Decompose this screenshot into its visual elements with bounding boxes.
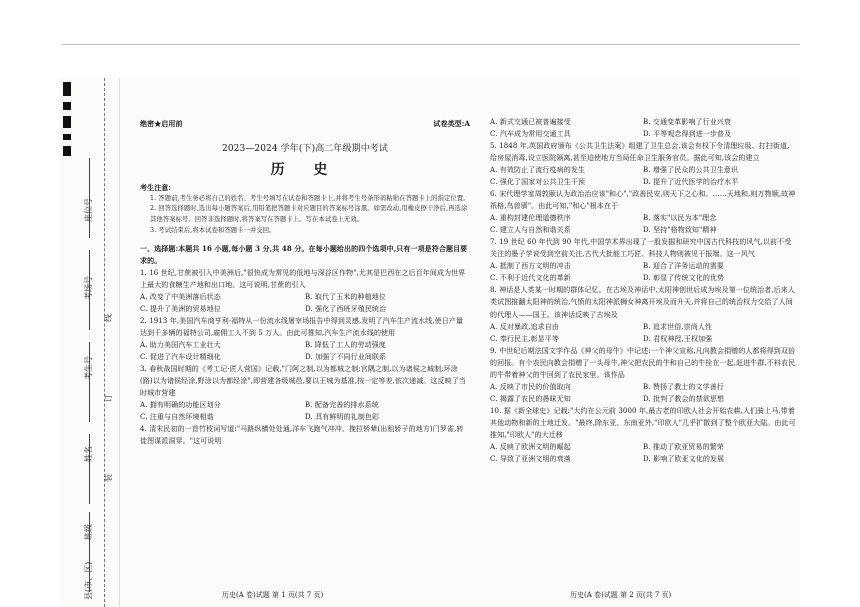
option: C. 强化了国家对公共卫生干预 xyxy=(490,178,586,187)
question-stem: 8. 神话是人类某一时期的群体记忆。在古埃及神话中,太阳神创世后成为埃及第一位统治者,后来人类试图推翻太阳神的统治,气愤的太阳神派狮女神离开埃及而升天,并将自己的统治权力交给了人间的代理人——国王。该神话反映了古埃及 xyxy=(490,286,795,319)
option: A. 反映了欧洲文明的崛起 xyxy=(490,442,571,451)
option: B. 赞扬了教士的文学善行 xyxy=(643,382,724,391)
question-stem: 5. 1848 年,英国政府颁布《公共卫生法案》组建了卫生总会,该会有权下令清理垃圾、打扫街道,给房屋消毒,设立医院隔离,甚至迫使地方当局任命卫生服务官员。据此可知,该会的建立 xyxy=(490,142,790,163)
left-column xyxy=(140,118,470,447)
option: D. 强化了西班牙殖民统治 xyxy=(305,305,387,314)
option: C. 导致了亚洲文明的衰落 xyxy=(490,454,571,463)
option: C. 不利于近代文化的革新 xyxy=(490,274,571,283)
top-rule xyxy=(62,44,800,45)
student-no-label: 考生号 xyxy=(84,356,93,380)
option: C. 奉行民主,彰显平等 xyxy=(490,334,559,343)
marker-bar xyxy=(63,82,71,96)
option: D. 具有鲜明的礼制色彩 xyxy=(305,413,380,422)
note-item: 2. 回答选择题时,选出每小题答案后,用铅笔把答题卡对应题目的答案标号涂黑。如需改动,用橡皮擦干净后,再选涂其他答案标号。回答非选择题时,将答案写在答题卡上。写在本试卷上无效。 xyxy=(150,205,468,224)
option: D. 提升了近代医学的治疗水平 xyxy=(643,178,739,187)
option: A. 拥有明确的功能区划分 xyxy=(140,401,221,410)
option: C. 汽车成为常用交通工具 xyxy=(490,130,571,139)
section-heading: 一、选择题:本题共 16 小题,每小题 3 分,共 48 分。在每小题给出的四个选项中,只有一项是符合题目要求的。 xyxy=(140,243,468,265)
option: C. 促进了汽车设计精细化 xyxy=(140,353,221,362)
option: C. 注重与自然环境相谐 xyxy=(140,413,214,422)
marker-bar xyxy=(63,146,71,156)
binding-cut-line xyxy=(104,78,105,607)
option: D. 平等观念得到进一步普及 xyxy=(643,130,732,139)
subject-title: 历 史 xyxy=(270,161,340,178)
fill-line xyxy=(89,342,90,422)
question-stem: 9. 中世纪后期法国文学作品《神父的母牛》中记述:一个神父宣称,凡向教会捐赠的人都将得到双倍的回报。有个农民向教会捐赠了一头母牛,神父把农民的牛和自己的牛拴在一起,赶进牛群,不料农民的牛带着神父的牛回到了农民家里。该作品 xyxy=(490,346,796,379)
question-stem: 3. 春秋战国时期的《考工记·匠人营国》记载,"门阿之制,以为都城之制;宫隅之制,以为诸侯之城制;环涂(路)以为诸侯经涂,野涂以为都经涂",即营建各级城邑,要以王城为基准,按一定等差,依次递减。这反映了当时城市营建 xyxy=(140,365,466,398)
option: A. 改变了中美洲落后状态 xyxy=(140,293,221,302)
note-item: 3. 考试结束后,将本试卷和答题卡一并交回。 xyxy=(150,227,276,235)
marker-bar xyxy=(63,116,71,128)
marker-bar xyxy=(63,134,71,140)
question-stem: 4. 清末民初的一首竹枝词写道:"马路纵横处处通,洋车飞跑气冲冲。挽拉轿辇(出租轿子的地方)门罗雀,转徙图谋派洞穿。"这可说明 xyxy=(140,425,464,446)
option: A. 助力美国汽车工业壮大 xyxy=(140,341,221,350)
county-label: 县(市、区) xyxy=(84,561,93,600)
paper-type: 试卷类型:A xyxy=(433,119,470,128)
question-stem: 7. 19 世纪 60 年代到 90 年代,中国学术界出现了一股发掘和研究中国古代科技的风气,以前不受关注的墨子学说受到空前关注,古代大批能工巧匠、科技人物则被见于报端。这一风气 xyxy=(490,238,792,259)
notes-title: 考生注意: xyxy=(140,182,172,192)
exam-term: 2023—2024 学年(下)高二年级期中考试 xyxy=(222,144,388,155)
option: B. 推动了欧亚贸易的繁荣 xyxy=(643,442,724,451)
option: B. 迎合了洋务运动的需要 xyxy=(643,262,724,271)
page-footer-left: 历史(A 卷)试题 第 1 页(共 7 页) xyxy=(222,591,324,599)
seat-label: 座位号 xyxy=(84,198,93,222)
zhuang-mark: 装 xyxy=(104,474,113,482)
option: D. 影响了欧亚文化的发展 xyxy=(643,454,725,463)
right-column xyxy=(490,116,796,465)
page-footer-right: 历史(A 卷)试题 第 2 页(共 7 页) xyxy=(570,591,672,599)
secret-label: 绝密★启用前 xyxy=(140,119,183,128)
option: B. 配备完善的排水系统 xyxy=(305,401,379,410)
ding-mark: 订 xyxy=(104,394,113,402)
option: D. 批判了教会的禁欲思想 xyxy=(643,394,725,403)
option: B. 交通变革影响了行业兴衰 xyxy=(643,118,731,126)
class-label: 班级 xyxy=(84,524,93,540)
option: B. 取代了玉米的种植地位 xyxy=(305,293,386,302)
option: C. 建立人与自然和谐关系 xyxy=(490,226,571,235)
marker-bar xyxy=(63,102,71,110)
option: D. 君权神授,王权加强 xyxy=(643,334,713,343)
question-stem: 2. 1913 年,美国汽车商亨利·福特从一份流水线屠宰场报告中得到灵感,发明了汽车生产流水线,使日产量达到千多辆的福特公司,雇佣工人不到 5 万人。由此可推知,汽车生产流水线的使用 xyxy=(140,317,464,338)
option: A. 抵制了西方文明的冲击 xyxy=(490,262,571,271)
question-stem: 6. 宋代理学家周敦颐认为政治治应该"和心","政善民安,则天下之心和。……天地和,则万物顺,故神祇格,鸟兽驯"。由此可知,"和心"根本在于 xyxy=(490,190,796,211)
option: B. 降低了工人的劳动强度 xyxy=(305,341,386,350)
question-stem: 10. 据《新全球史》记载:"大约在公元前 3000 年,最古老的印欧人社会开始农耕,人们骑上马,带着其他动物和新的土地迁发。"最终,除东亚、东南亚外,"印欧人"几乎扩散到了整个欧亚大陆。由此可推知,"印欧人"的大迁移 xyxy=(490,406,796,439)
option: A. 有效防止了流行疫病的发生 xyxy=(490,166,586,175)
option: A. 反对暴政,追求自由 xyxy=(490,322,559,331)
option: D. 彰显了传统文化的优势 xyxy=(643,274,725,283)
option: D. 坚持"格物致知"精神 xyxy=(643,226,717,235)
fill-line xyxy=(89,434,90,504)
option: B. 增强了民众的公共卫生意识 xyxy=(643,166,739,175)
option: A. 反映了市民的价值取向 xyxy=(490,382,571,391)
line-mark: 线 xyxy=(104,314,113,322)
option: D. 加强了不同行业间联系 xyxy=(305,353,387,362)
exam-room-label: 考场号 xyxy=(84,276,93,300)
option: C. 提升了美洲的贸易地位 xyxy=(140,305,221,314)
name-label: 姓名 xyxy=(84,446,93,462)
option: A. 重构封建伦理道德秩序 xyxy=(490,214,571,223)
note-item: 1. 答题前,考生务必将自己的姓名、考生号填写在试卷和答题卡上,并将考生号条形码粘贴在答题卡上的指定位置。 xyxy=(150,194,470,202)
option: B. 追求世俗,崇尚人性 xyxy=(643,322,713,331)
option: C. 揭露了农民的愚昧无知 xyxy=(490,394,571,403)
question-stem: 1. 16 世纪,甘蔗被引入中美洲后,"很快成为常见的低地与深谷区作物",尤其是巴西在之后百年间成为世界上最大的食糖生产地和出口地。这可说明,甘蔗的引入 xyxy=(140,268,466,290)
option: A. 新式交通已被普遍接受 xyxy=(490,118,571,126)
option: B. 落实"以民为本"理念 xyxy=(643,214,717,223)
